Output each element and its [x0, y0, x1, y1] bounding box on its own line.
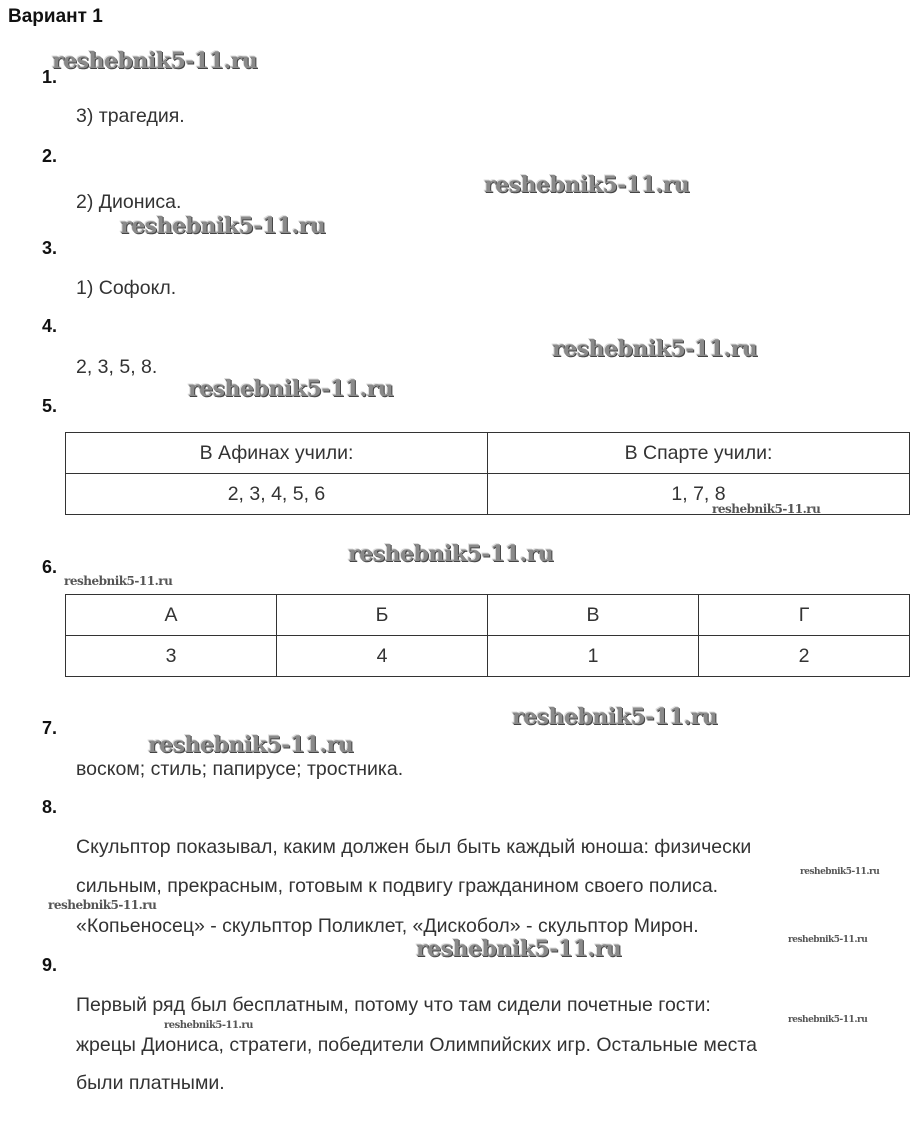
question-number: 2.: [42, 146, 58, 166]
answer-text: 2, 3, 5, 8.: [76, 356, 158, 378]
question-number: 9.: [42, 955, 58, 975]
question-number: 5.: [42, 396, 58, 416]
answer-text: Скульптор показывал, каким должен был быть каждый юноша: физически: [76, 836, 752, 858]
question-number: 4.: [42, 316, 58, 336]
watermark: reshebnik5-11.ru: [164, 1020, 253, 1031]
watermark: reshebnik5-11.ru: [52, 48, 258, 74]
table-header: Б: [277, 595, 488, 636]
watermark: reshebnik5-11.ru: [120, 213, 326, 239]
watermark: reshebnik5-11.ru: [48, 898, 157, 912]
answer-text: «Копьеносец» - скульптор Поликлет, «Дискобол» - скульптор Мирон.: [76, 915, 699, 937]
question-number: 1.: [42, 67, 58, 87]
answer-text: Первый ряд был бесплатным, потому что там сидели почетные гости:: [76, 994, 711, 1016]
watermark: reshebnik5-11.ru: [484, 172, 690, 198]
watermark: reshebnik5-11.ru: [800, 867, 880, 877]
table-header: В: [488, 595, 699, 636]
table-header: А: [66, 595, 277, 636]
answer-text: 2) Диониса.: [76, 191, 182, 213]
question-number: 7.: [42, 718, 58, 738]
watermark: reshebnik5-11.ru: [712, 502, 821, 516]
table-header: В Спарте учили:: [488, 433, 910, 474]
answer-text: 3) трагедия.: [76, 105, 185, 127]
table-cell: 2: [699, 636, 910, 677]
table-cell: 2, 3, 4, 5, 6: [66, 474, 488, 515]
watermark: reshebnik5-11.ru: [788, 1015, 868, 1025]
watermark: reshebnik5-11.ru: [64, 574, 173, 588]
question-number: 3.: [42, 238, 58, 258]
table-header: Г: [699, 595, 910, 636]
watermark: reshebnik5-11.ru: [148, 732, 354, 758]
table-cell: 3: [66, 636, 277, 677]
watermark: reshebnik5-11.ru: [788, 935, 868, 945]
answer-text: были платными.: [76, 1072, 225, 1094]
page-title: Вариант 1: [8, 6, 103, 27]
answer-text: 1) Софокл.: [76, 277, 177, 299]
watermark: reshebnik5-11.ru: [512, 704, 718, 730]
table-header: В Афинах учили:: [66, 433, 488, 474]
table-cell: 1: [488, 636, 699, 677]
matching-table: [65, 594, 910, 677]
table-cell: 4: [277, 636, 488, 677]
watermark: reshebnik5-11.ru: [348, 541, 554, 567]
watermark: reshebnik5-11.ru: [552, 336, 758, 362]
question-number: 8.: [42, 797, 58, 817]
watermark: reshebnik5-11.ru: [188, 376, 394, 402]
answer-text: жрецы Диониса, стратеги, победители Олимпийских игр. Остальные места: [76, 1034, 757, 1056]
table-cell: 1, 7, 8: [488, 474, 910, 515]
watermark: reshebnik5-11.ru: [416, 936, 622, 962]
answer-text: воском; стиль; папирусе; тростника.: [76, 758, 404, 780]
answer-text: сильным, прекрасным, готовым к подвигу гражданином своего полиса.: [76, 875, 719, 897]
question-number: 6.: [42, 557, 58, 577]
